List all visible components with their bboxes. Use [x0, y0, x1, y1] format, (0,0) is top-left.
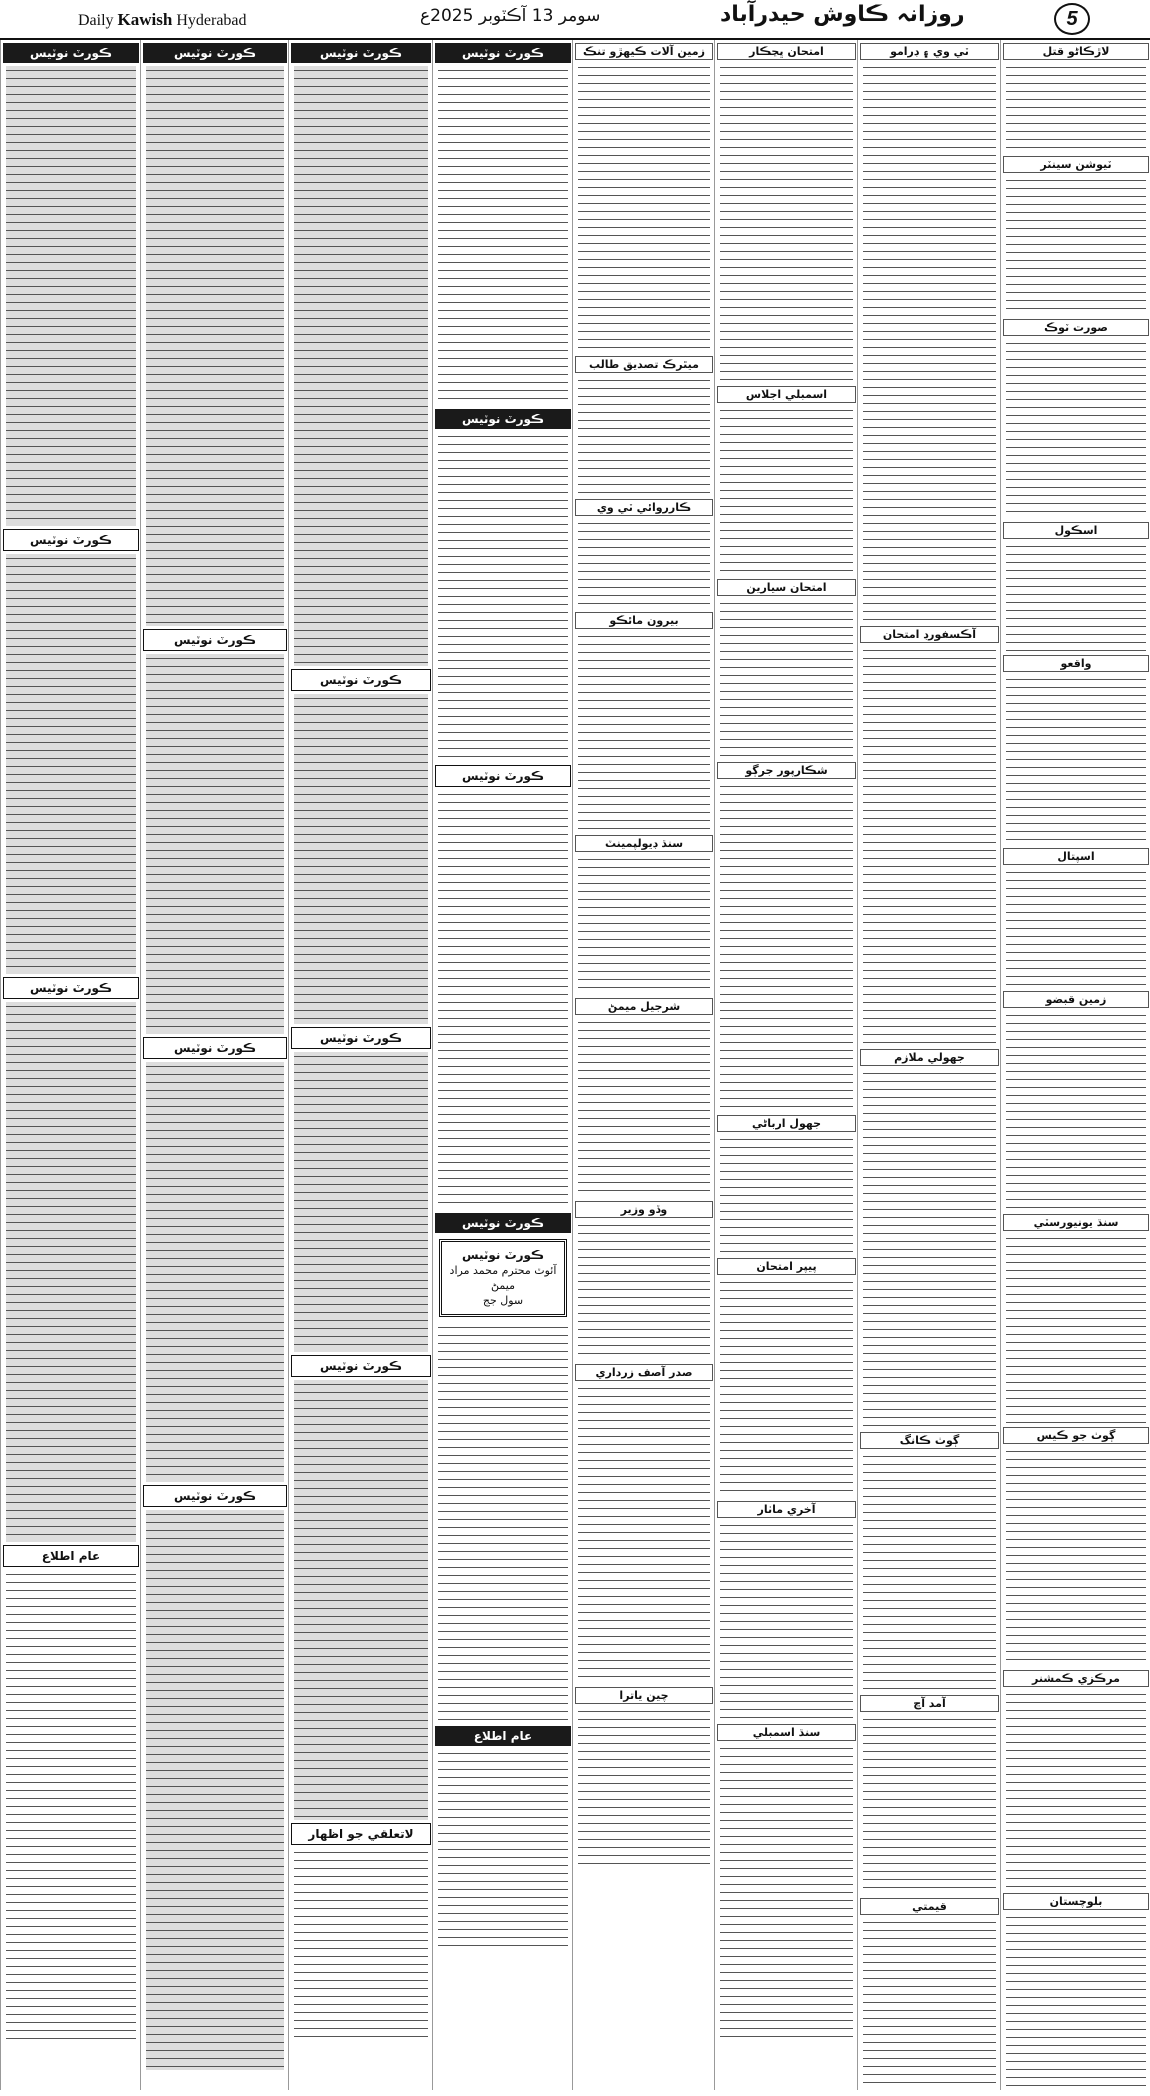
news-headline: لاڙڪاڻو قتل: [1003, 43, 1149, 60]
news-text: [1006, 1011, 1146, 1211]
notice-text: [6, 1002, 136, 1542]
news-text: [863, 1452, 996, 1692]
notice-text: [6, 66, 136, 526]
column-heading: ڪورٽ نوٽيس: [143, 1485, 287, 1507]
notice-text: [146, 1510, 284, 2070]
paper-name-english: [78, 10, 247, 30]
column-heading: ڪورٽ نوٽيس: [3, 977, 139, 999]
ad-title: ڪورٽ نوٽيس: [462, 1248, 544, 1262]
news-text: [1006, 1690, 1146, 1890]
news-text: [720, 406, 853, 576]
news-text: [1006, 1447, 1146, 1667]
news-headline: ڳوٺ جو ڪيس: [1003, 1427, 1149, 1444]
news-text: [1006, 176, 1146, 316]
news-headline: قيمتي: [860, 1898, 999, 1915]
news-headline: چين ياترا: [575, 1687, 713, 1704]
column-7: [857, 40, 1001, 2090]
page-number: 5: [1054, 3, 1090, 35]
notice-text: [294, 1052, 428, 1352]
news-text: [578, 1221, 710, 1361]
ad-line: آئوٽ محترم محمد مراد ميمڻ: [449, 1264, 557, 1292]
notice-text: [6, 554, 136, 974]
news-text: [578, 376, 710, 496]
paper-name-prefix: Daily: [78, 12, 114, 29]
column-heading: ڪورٽ نوٽيس: [3, 529, 139, 551]
column-heading: عام اطلاع: [435, 1726, 571, 1746]
news-headline: زمين آلات ڪيهڙو تنڪ: [575, 43, 713, 60]
news-text: [578, 632, 710, 832]
news-headline: شرجيل ميمڻ: [575, 998, 713, 1015]
news-headline: آمد آڇ: [860, 1695, 999, 1712]
news-text: [720, 1278, 853, 1498]
notice-text: [6, 1570, 136, 2040]
column-3: [288, 40, 433, 2090]
column-heading: ڪورٽ نوٽيس: [291, 1355, 431, 1377]
notice-text: [438, 1323, 568, 1723]
news-headline: آڪسفورڊ امتحان: [860, 626, 999, 643]
notice-text: [146, 1062, 284, 1482]
news-headline: واقعو: [1003, 655, 1149, 672]
news-text: [720, 1521, 853, 1721]
news-text: [1006, 1913, 1146, 2090]
news-text: [720, 63, 853, 383]
column-heading: ڪورٽ نوٽيس: [143, 43, 287, 63]
news-headline: امتحان سيارين: [717, 579, 856, 596]
news-headline: شڪارپور جرڳو: [717, 762, 856, 779]
paper-title-sindhi: روزانہ ڪاوش حيدرآباد: [720, 2, 965, 27]
news-headline: ڳوٺ ڪانگ: [860, 1432, 999, 1449]
issue-date: سومر 13 آڪٽوبر 2025ع: [420, 6, 601, 26]
column-heading: ڪورٽ نوٽيس: [291, 1027, 431, 1049]
news-headline: زمين قبضو: [1003, 991, 1149, 1008]
news-text: [1006, 542, 1146, 652]
news-headline: اسڪول: [1003, 522, 1149, 539]
news-text: [720, 599, 853, 759]
news-headline: ٽي وي ۽ ڊرامو: [860, 43, 999, 60]
notice-text: [146, 654, 284, 1034]
notice-text: [438, 1749, 568, 1949]
news-headline: وڏو وزير: [575, 1201, 713, 1218]
news-text: [578, 1018, 710, 1198]
news-text: [720, 1744, 853, 2044]
column-heading: ڪورٽ نوٽيس: [435, 765, 571, 787]
news-headline: صدر آصف زرداري: [575, 1364, 713, 1381]
news-text: [863, 1069, 996, 1429]
column-heading: ڪورٽ نوٽيس: [143, 1037, 287, 1059]
news-headline: بيرون مائڪو: [575, 612, 713, 629]
news-text: [1006, 675, 1146, 845]
news-text: [578, 855, 710, 995]
column-heading: ڪورٽ نوٽيس: [435, 43, 571, 63]
column-4: [432, 40, 573, 2090]
news-headline: ميٿرڪ تصديق طالب: [575, 356, 713, 373]
notice-text: [146, 66, 284, 626]
news-headline: اسپتال: [1003, 848, 1149, 865]
news-text: [863, 1918, 996, 2090]
news-headline: سنڌ يونيورسٽي: [1003, 1214, 1149, 1231]
paper-city: Hyderabad: [176, 12, 247, 29]
news-text: [578, 519, 710, 609]
masthead: [0, 0, 1150, 40]
news-headline: امتحان ڀڃڪار: [717, 43, 856, 60]
notice-text: [294, 1848, 428, 2038]
news-headline: بلوچستان: [1003, 1893, 1149, 1910]
column-heading: ڪورٽ نوٽيس: [435, 409, 571, 429]
column-5: [572, 40, 715, 2090]
news-text: [863, 63, 996, 623]
column-6: [714, 40, 858, 2090]
column-8: [1000, 40, 1150, 2090]
paper-name: Kawish: [117, 10, 173, 29]
column-heading: ڪورٽ نوٽيس: [3, 43, 139, 63]
news-headline: ٽيوشن سينٽر: [1003, 156, 1149, 173]
column-2: [140, 40, 289, 2090]
news-text: [863, 646, 996, 1046]
column-heading: لاتعلقي جو اظهار: [291, 1823, 431, 1845]
column-heading: عام اطلاع: [3, 1545, 139, 1567]
notice-text: [294, 66, 428, 666]
news-headline: آخري ماٺار: [717, 1501, 856, 1518]
news-headline: سنڌ اسمبلي: [717, 1724, 856, 1741]
news-text: [578, 63, 710, 353]
notice-text: [438, 66, 568, 406]
news-headline: سنڌ ڊيولپمينٽ: [575, 835, 713, 852]
news-text: [720, 782, 853, 1112]
news-headline: مرڪزي ڪمشنر: [1003, 1670, 1149, 1687]
column-heading: ڪورٽ نوٽيس: [291, 669, 431, 691]
column-heading: ڪورٽ نوٽيس: [435, 1213, 571, 1233]
news-text: [720, 1135, 853, 1255]
news-headline: پيپر امتحان: [717, 1258, 856, 1275]
news-text: [1006, 63, 1146, 153]
column-heading: ڪورٽ نوٽيس: [143, 629, 287, 651]
ad-line: سول جج: [482, 1294, 524, 1307]
column-heading: ڪورٽ نوٽيس: [291, 43, 431, 63]
court-notice-ad: [439, 1239, 567, 1317]
news-headline: جهول ارباڻي: [717, 1115, 856, 1132]
news-text: [578, 1707, 710, 1867]
news-headline: جهولي ملازم: [860, 1049, 999, 1066]
notice-text: [294, 1380, 428, 1820]
news-headline: اسمبلي اجلاس: [717, 386, 856, 403]
news-text: [1006, 868, 1146, 988]
news-headline: ڪارروائي ٽي وي: [575, 499, 713, 516]
news-text: [1006, 1234, 1146, 1424]
news-text: [1006, 339, 1146, 519]
news-headline: صورت ٽوڪ: [1003, 319, 1149, 336]
column-1: [0, 40, 141, 2090]
news-text: [863, 1715, 996, 1895]
notice-text: [438, 790, 568, 1210]
notice-text: [294, 694, 428, 1024]
notice-text: [438, 432, 568, 762]
news-text: [578, 1384, 710, 1684]
